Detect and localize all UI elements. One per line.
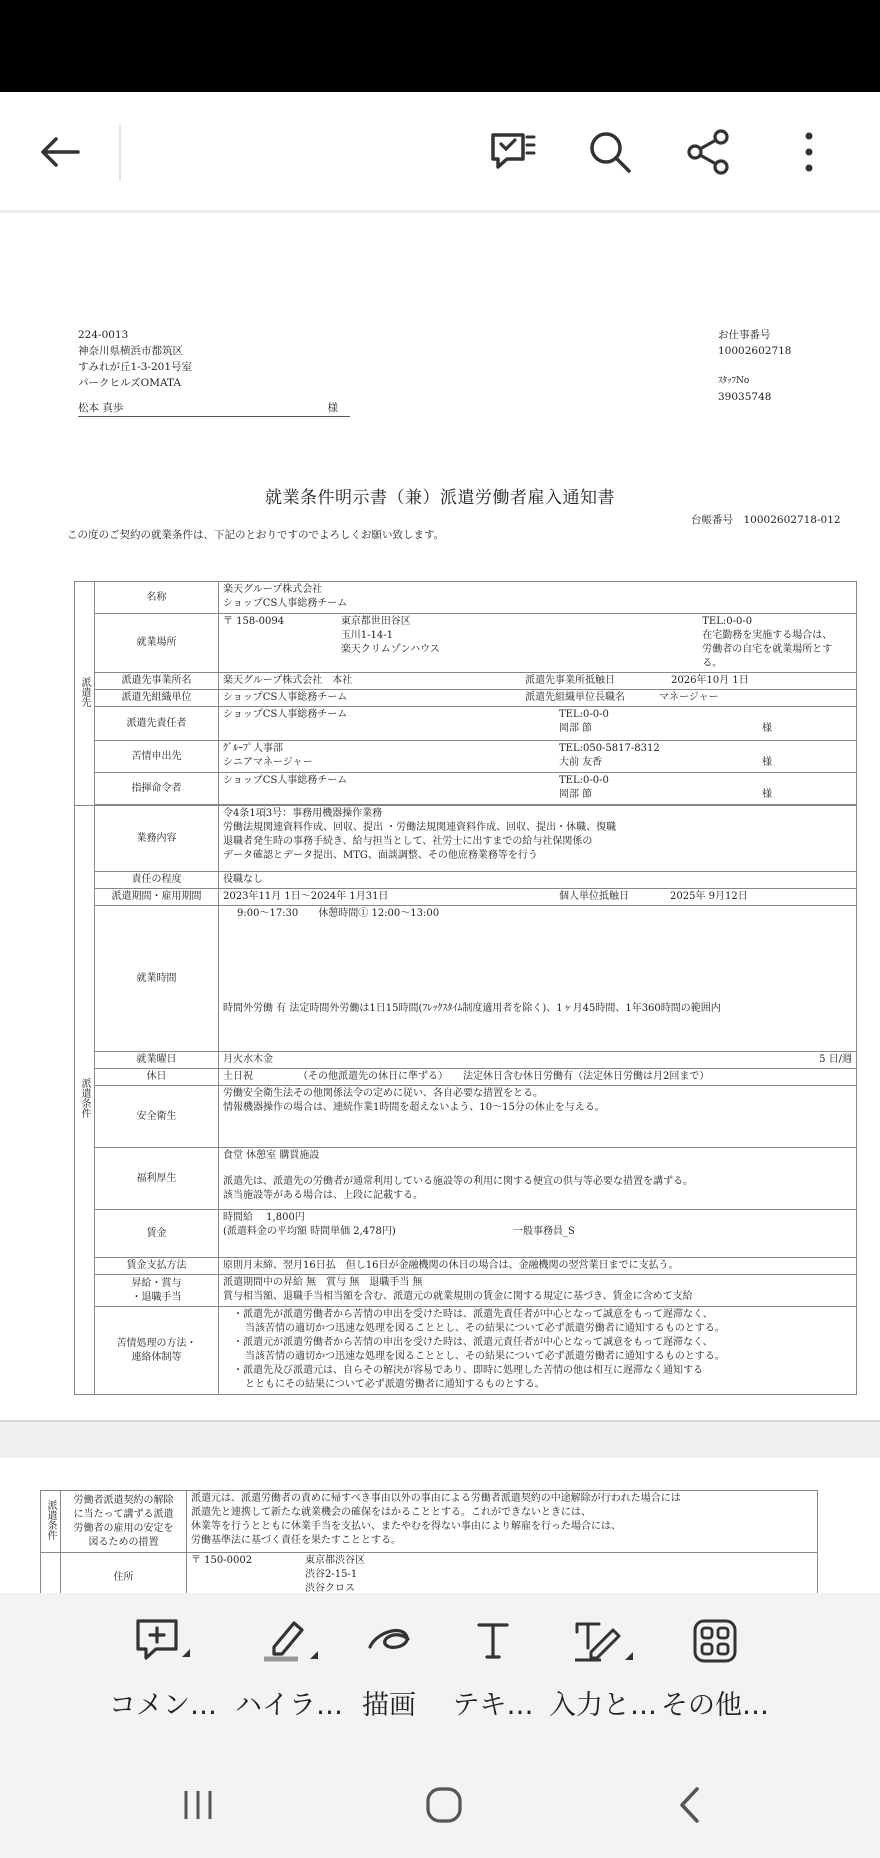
workplace-label: 就業場所 (95, 614, 219, 673)
recipient-name-line (78, 400, 350, 417)
ledger-number: 台帳番号 10002602718-012 (691, 514, 841, 526)
complaint-handling-value: ・派遣先が派遣労働者から苦情の申出を受けた時は、派遣先責任者が中心となって誠意をもって遅滞なく、 当該苦情の適切かつ迅速な処理を図ることとし、その結果について必ず派遣労働者に通知するものとする。 ・派遣元が派遣労働者から苦情の申出を受けた時は、派遣元責任者が中心となって誠意をもって遅滞なく、 当該苦情の適切かつ迅速な処理を図ることとし、その結果について必ず派遣労働者に通知するものとする。 ・派遣先及び派遣元は、自らその解決が容易であり、即時に処理した苦情の他は相互に遅滞なく通知する とともにその結果について必ず派遣労働者に通知するものとする。 (219, 1307, 857, 1395)
back-button[interactable] (30, 122, 90, 182)
raise-bonus-label: 昇給・賞与 ・退職手当 (95, 1275, 219, 1307)
raise-bonus-value: 派遣期間中の昇給 無 賞与 無 退職手当 無 賞与相当額、退職手当相当額を含む、派遣元の就業規則の賃金に関する規定に基づき、賃金に含めて支給 (219, 1275, 857, 1307)
responsibility-level-value: 役職なし (219, 872, 857, 889)
more-tools-icon (691, 1617, 739, 1665)
nav-back-icon (677, 1786, 703, 1824)
name-label: 名称 (95, 582, 219, 614)
home-button[interactable] (414, 1775, 474, 1835)
job-number-label: お仕事番号 (718, 329, 771, 341)
tool-fill-sign-label: 入力と… (549, 1690, 657, 1721)
working-days-value: 月火水木金 5 日/週 (219, 1052, 857, 1069)
termination-measures-label: 労働者派遣契約の解除 に当たって講ずる派遣 労働者の雇用の安定を 図るための措置 (61, 1491, 187, 1553)
working-hours-value: 9:00～17:30 休憩時間① 12:00～13:00 時間外労働 有 法定時間外労働は1日15時間(ﾌﾚｯｸｽﾀｲﾑ制度適用者を除く)、1ヶ月45時間、1年360時間の範囲内 (219, 906, 857, 1052)
termination-measures-value: 派遣元は、派遣労働者の責めに帰すべき事由以外の事由による労働者派遣契約の中途解除が行われた場合には 派遣先と連携して新たな就業機会の確保をはかることとする。これができないときには、 休業等を行うとともに休業手当を支払い、またやむを得ない事由により解雇を行った場合には、 労働基準法に基づく責任を果たすこととする。 (187, 1491, 818, 1553)
workplace-value: 〒 158-0094 東京都世田谷区 玉川1-14-1 楽天クリムゾンハウス TEL:0-0-0 在宅勤務を実施する場合は、 労働者の自宅を就業場所とする。 (219, 614, 857, 673)
text-icon (473, 1619, 513, 1663)
tool-more-label: その他… (661, 1690, 769, 1721)
job-info (718, 327, 792, 405)
nav-back-button[interactable] (660, 1775, 720, 1835)
search-button[interactable] (580, 122, 640, 182)
tool-text[interactable] (438, 1611, 548, 1741)
document-page-1[interactable] (0, 213, 880, 1420)
section-dispatch-destination: 派遣先 (75, 582, 95, 806)
fill-sign-icon (571, 1616, 635, 1666)
section-dispatch-conditions-p2: 派遣条件 (41, 1491, 61, 1553)
wage-label: 賃金 (95, 1210, 219, 1258)
tool-text-label: テキ… (452, 1690, 534, 1721)
draw-icon (364, 1621, 414, 1661)
recipient-address-line2: すみれが丘1-3-201号室 (78, 361, 192, 373)
safety-value: 労働安全衛生法その他関係法令の定めに従い、各自必要な措置をとる。 情報機器操作の場合は、連続作業1時間を超えないよう、10～15分の休止を与える。 (219, 1086, 857, 1148)
complaint-contact-value: ｸﾞﾙｰﾌﾟ人事部 シニアマネージャー TEL:050-5817-8312 大前 友香 様 (219, 741, 857, 773)
commander-label: 指揮命令者 (95, 773, 219, 805)
intro-text: この度のご契約の就業条件は、下記のとおりですのでよろしくお願い致します。 (67, 529, 445, 541)
recipient-name: 松本 真歩 (78, 402, 124, 414)
responsibility-level-label: 責任の程度 (95, 872, 219, 889)
comments-list-icon (489, 130, 537, 174)
tool-highlight-label: ハイラ… (235, 1690, 343, 1721)
recipient-honorific: 様 (327, 402, 338, 414)
commander-value: ショップCS人事総務チーム TEL:0-0-0 岡部 節 様 (219, 773, 857, 805)
holiday-label: 休日 (95, 1069, 219, 1086)
staff-number: 39035748 (718, 391, 772, 403)
tool-comment[interactable] (108, 1611, 218, 1741)
recipient-postal: 224-0013 (78, 329, 129, 341)
address-label: 住所 (61, 1553, 187, 1594)
payment-method-value: 原則月末締、翌月16日払 但し16日が金融機関の休日の場合は、金融機関の翌営業日までに支払う。 (219, 1258, 857, 1275)
share-icon (686, 129, 732, 175)
more-options-button[interactable] (779, 122, 839, 182)
highlighter-icon (258, 1615, 320, 1667)
page-separator (0, 1420, 880, 1460)
wage-value: 時間給 1,800円 (派遣料金の平均額 時間単価 2,478円) 一般事務員_S (219, 1210, 857, 1258)
working-hours-label: 就業時間 (95, 906, 219, 1052)
tool-comment-label: コメン… (109, 1690, 217, 1721)
welfare-value: 食堂 休憩室 購買施設 派遣先は、派遣先の労働者が通常利用している施設等の利用に関する便宜の供与等必要な措置を講ずる。 該当施設等がある場合は、上段に記載する。 (219, 1148, 857, 1210)
safety-label: 安全衛生 (95, 1086, 219, 1148)
org-unit-label: 派遣先組織単位 (95, 690, 219, 707)
conditions-table-page2 (40, 1490, 818, 1593)
search-icon (588, 130, 632, 174)
comments-button[interactable] (483, 122, 543, 182)
home-icon (425, 1786, 463, 1824)
annotation-toolbar (0, 1593, 880, 1753)
org-unit-value: ショップCS人事総務チーム 派遣先組織単位長職名 マネージャー (219, 690, 857, 707)
arrow-left-icon (38, 130, 82, 174)
work-content-value: 令4条1項3号：事務用機器操作業務 労働法規関連資料作成、回収、提出 ・労働法規関連資料作成、回収、提出・休職、復職 退職者発生時の事務手続き、給与担当として、社労士に出すまでの給与社保関係の データ確認とデータ提出、MTG、面談調整、その他庶務業務等を行う (219, 806, 857, 872)
recents-button[interactable] (168, 1775, 228, 1835)
tool-draw-label: 描画 (362, 1690, 416, 1721)
system-nav-bar (0, 1753, 880, 1858)
add-comment-icon (132, 1615, 194, 1667)
recipient-address (78, 327, 192, 391)
office-label: 派遣先事業所名 (95, 673, 219, 690)
work-content-label: 業務内容 (95, 806, 219, 872)
responsible-label: 派遣先責任者 (95, 707, 219, 741)
complaint-contact-label: 苦情申出先 (95, 741, 219, 773)
app-toolbar (0, 92, 880, 210)
complaint-handling-label: 苦情処理の方法・ 連絡体制等 (95, 1307, 219, 1395)
recipient-address-line3: パークヒルズOMATA (78, 377, 182, 389)
payment-method-label: 賃金支払方法 (95, 1258, 219, 1275)
period-value: 2023年11月 1日～2024年 1月31日 個人単位抵触日 2025年 9月12日 (219, 889, 857, 906)
tool-fill-sign[interactable] (548, 1611, 658, 1741)
recipient-address-line1: 神奈川県横浜市都筑区 (78, 345, 183, 357)
tool-highlight[interactable] (234, 1611, 344, 1741)
tool-draw[interactable] (334, 1611, 444, 1741)
working-days-label: 就業曜日 (95, 1052, 219, 1069)
welfare-label: 福利厚生 (95, 1148, 219, 1210)
office-value: 楽天グループ株式会社 本社 派遣先事業所抵触日 2026年10月 1日 (219, 673, 857, 690)
more-vertical-icon (801, 130, 817, 174)
job-number: 10002602718 (718, 345, 792, 357)
responsible-value: ショップCS人事総務チーム TEL:0-0-0 岡部 節 様 (219, 707, 857, 741)
staff-number-label: ｽﾀｯﾌNo (718, 376, 750, 386)
section-dispatch-conditions: 派遣条件 (75, 806, 95, 1395)
recents-icon (181, 1789, 215, 1821)
name-value: 楽天グループ株式会社 ショップCS人事総務チーム (219, 582, 857, 614)
share-button[interactable] (679, 122, 739, 182)
conditions-table (74, 581, 857, 1395)
toolbar-divider (119, 125, 121, 181)
tool-more[interactable] (660, 1611, 770, 1741)
document-title: 就業条件明示書（兼）派遣労働者雇入通知書 (265, 488, 615, 508)
status-bar (0, 0, 880, 92)
period-label: 派遣期間・雇用期間 (95, 889, 219, 906)
holiday-value: 土日祝 （その他派遣先の休日に準ずる） 法定休日含む休日労働有（法定休日労働は月2回まで） (219, 1069, 857, 1086)
address-value: 〒 150-0002 東京都渋谷区 渋谷2-15-1 渋谷クロス (187, 1553, 818, 1594)
document-page-2[interactable] (0, 1458, 880, 1593)
